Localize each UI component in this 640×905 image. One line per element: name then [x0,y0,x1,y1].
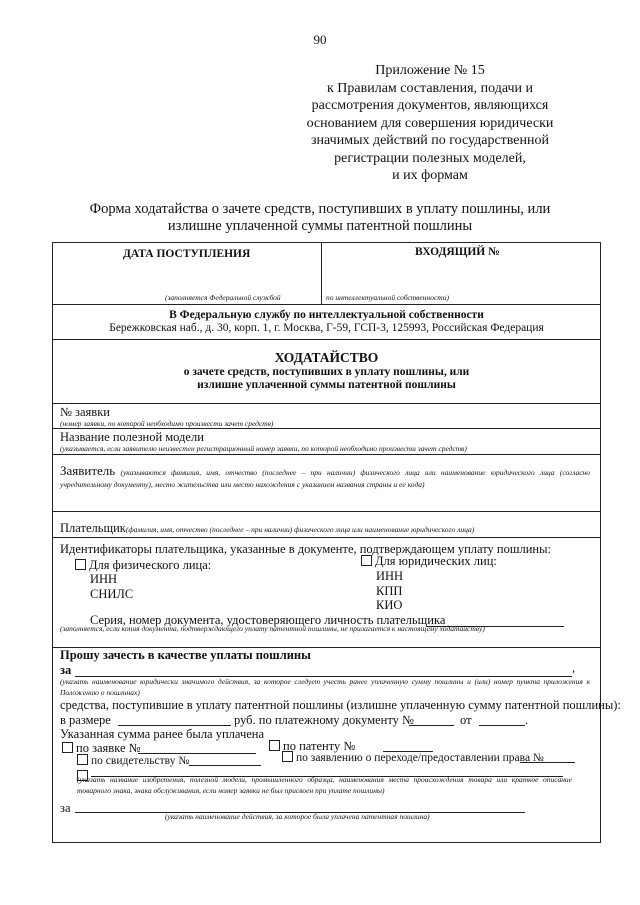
application-number-label: № заявки [60,405,110,419]
divider [53,428,600,429]
page-number: 90 [313,32,327,47]
petition-subtitle-2: излишне уплаченной суммы патентной пошлины [197,379,456,391]
header-divider [321,243,322,305]
paid-title: Указанная сумма ранее была уплачена [60,727,265,741]
by-transfer-label: по заявлению о переходе/предоставлении права № [296,752,544,764]
applicant-block [60,465,590,490]
filled-note-left: (заполняется Федеральной службой [165,293,281,302]
by-transfer-option[interactable] [282,751,544,764]
payment-date-field[interactable] [479,725,525,726]
petition-form [52,242,621,843]
kio-label: КИО [376,598,403,612]
by-certificate-checkbox[interactable] [77,754,88,765]
appendix-line: значимых действий по государственной [311,133,549,148]
inn-legal-label: ИНН [376,569,404,583]
divider [53,339,600,340]
form-title-line: Форма ходатайства о зачете средств, поступивших в уплату пошлины, или [89,201,551,217]
action-note: (указать наименование юридически значимого действия, за которое следует учесть ранее уплаченную сумму пошлины и (или) номер пункта приложения к Положению о пошлинах) [60,677,590,697]
amount-mid: руб. по платежному документу № [234,713,414,727]
date-received-label: ДАТА ПОСТУПЛЕНИЯ [123,248,251,260]
individual-checkbox[interactable] [75,559,86,570]
divider [53,304,600,305]
amount-from: от [460,713,472,727]
divider [53,403,600,404]
by-transfer-checkbox[interactable] [282,751,293,762]
appendix-title: Приложение № 15 [375,63,485,78]
by-patent-checkbox[interactable] [269,740,280,751]
amount-prefix: в размере [60,713,111,727]
individual-option[interactable] [75,558,211,573]
offset-title: Прошу зачесть в качестве уплаты пошлины [60,648,311,662]
payer-block [60,519,474,537]
za-label: за [60,663,72,677]
payer-note: (фамилия, имя, отчество (последнее – при наличии) физического лица или наименование юридического лица) [125,525,475,534]
addressee-to: В Федеральную службу по интеллектуальной собственности [169,309,484,321]
divider [53,537,600,538]
amount-dot: . [525,713,529,727]
incoming-number-label: ВХОДЯЩИЙ № [415,246,500,258]
payer-label: Плательщик [60,521,126,535]
utility-model-label: Название полезной модели [60,430,204,444]
funds-label: средства, поступившие в уплату патентной пошлины (излишне уплаченную сумму патентной пошлины): [60,698,621,712]
legal-entity-option[interactable] [361,554,497,569]
id-document-note: (заполняется, если копия документа, подтверждающего уплату патентной пошлины, не прилагается к настоящему ходатайству) [60,624,485,633]
appendix-line: основанием для совершения юридически [306,115,554,131]
appendix-line: регистрации полезных моделей, [334,150,526,166]
appendix-line: рассмотрения документов, являющихся [311,98,549,113]
appendix-line: и их формам [392,168,468,183]
utility-model-note: (указывается, если заявителю неизвестен регистрационный номер заявки, по которой необходимо произвести зачет средств) [60,444,467,453]
payment-document-field[interactable] [409,725,454,726]
legal-entity-label: Для юридических лиц: [375,554,497,568]
by-certificate-field[interactable] [189,765,261,766]
by-application-label: по заявке № [76,741,141,755]
id-document-label: Серия, номер документа, удостоверяющего личность плательщика [90,613,446,627]
kpp-label: КПП [376,584,403,598]
inn-label: ИНН [90,572,118,586]
form-title-line: излишне уплаченной суммы патентной пошлины [167,218,473,234]
by-transfer-field[interactable] [520,762,575,763]
legal-entity-checkbox[interactable] [361,555,372,566]
applicant-label: Заявитель [60,463,116,478]
by-certificate-option[interactable] [77,754,189,767]
applicant-note: (указываются фамилия, имя, отчество (последнее – при наличии) физического лица или наименование юридического лица (согласно учредительному документу), место жительства или место нахождения с указанием названия страны и ее кода) [60,468,590,489]
amount-field[interactable] [118,725,231,726]
petition-subtitle-1: о зачете средств, поступивших в уплату пошлины, или [183,366,470,378]
name-note: (указать название изобретения, полезной модели, промышленного образца, наименования места происхождения товара или краткое описание товарного знака, знака обслуживания, если номер заявки не был присвоен при уплате пошлины) [77,775,572,795]
divider [53,454,600,455]
snils-label: СНИЛС [90,587,134,601]
by-application-checkbox[interactable] [62,742,73,753]
appendix-line: к Правилам составления, подачи и [326,80,533,96]
by-patent-label: по патенту № [283,739,356,753]
za2-label: за [60,801,71,815]
payer-identifiers-title: Идентификаторы плательщика, указанные в документе, подтверждающем уплату пошлины: [60,542,551,556]
filled-note-right: по интеллектуальной собственности) [326,293,449,302]
form-title [60,201,580,235]
comma: , [572,661,576,675]
individual-label: Для физического лица: [89,558,212,572]
by-certificate-label: по свидетельству № [91,755,190,767]
paid-action-note: (указать наименование действия, за которое была уплачена патентная пошлина) [165,812,430,821]
divider [53,511,600,512]
appendix-block [280,62,580,185]
petition-title: ХОДАТАЙСТВО [274,350,379,365]
application-number-note: (номер заявки, по которой необходимо произвести зачет средств) [60,419,274,428]
addressee-address: Бережковская наб., д. 30, корп. 1, г. Москва, Г-59, ГСП-3, 125993, Российская Федерация [109,322,544,334]
